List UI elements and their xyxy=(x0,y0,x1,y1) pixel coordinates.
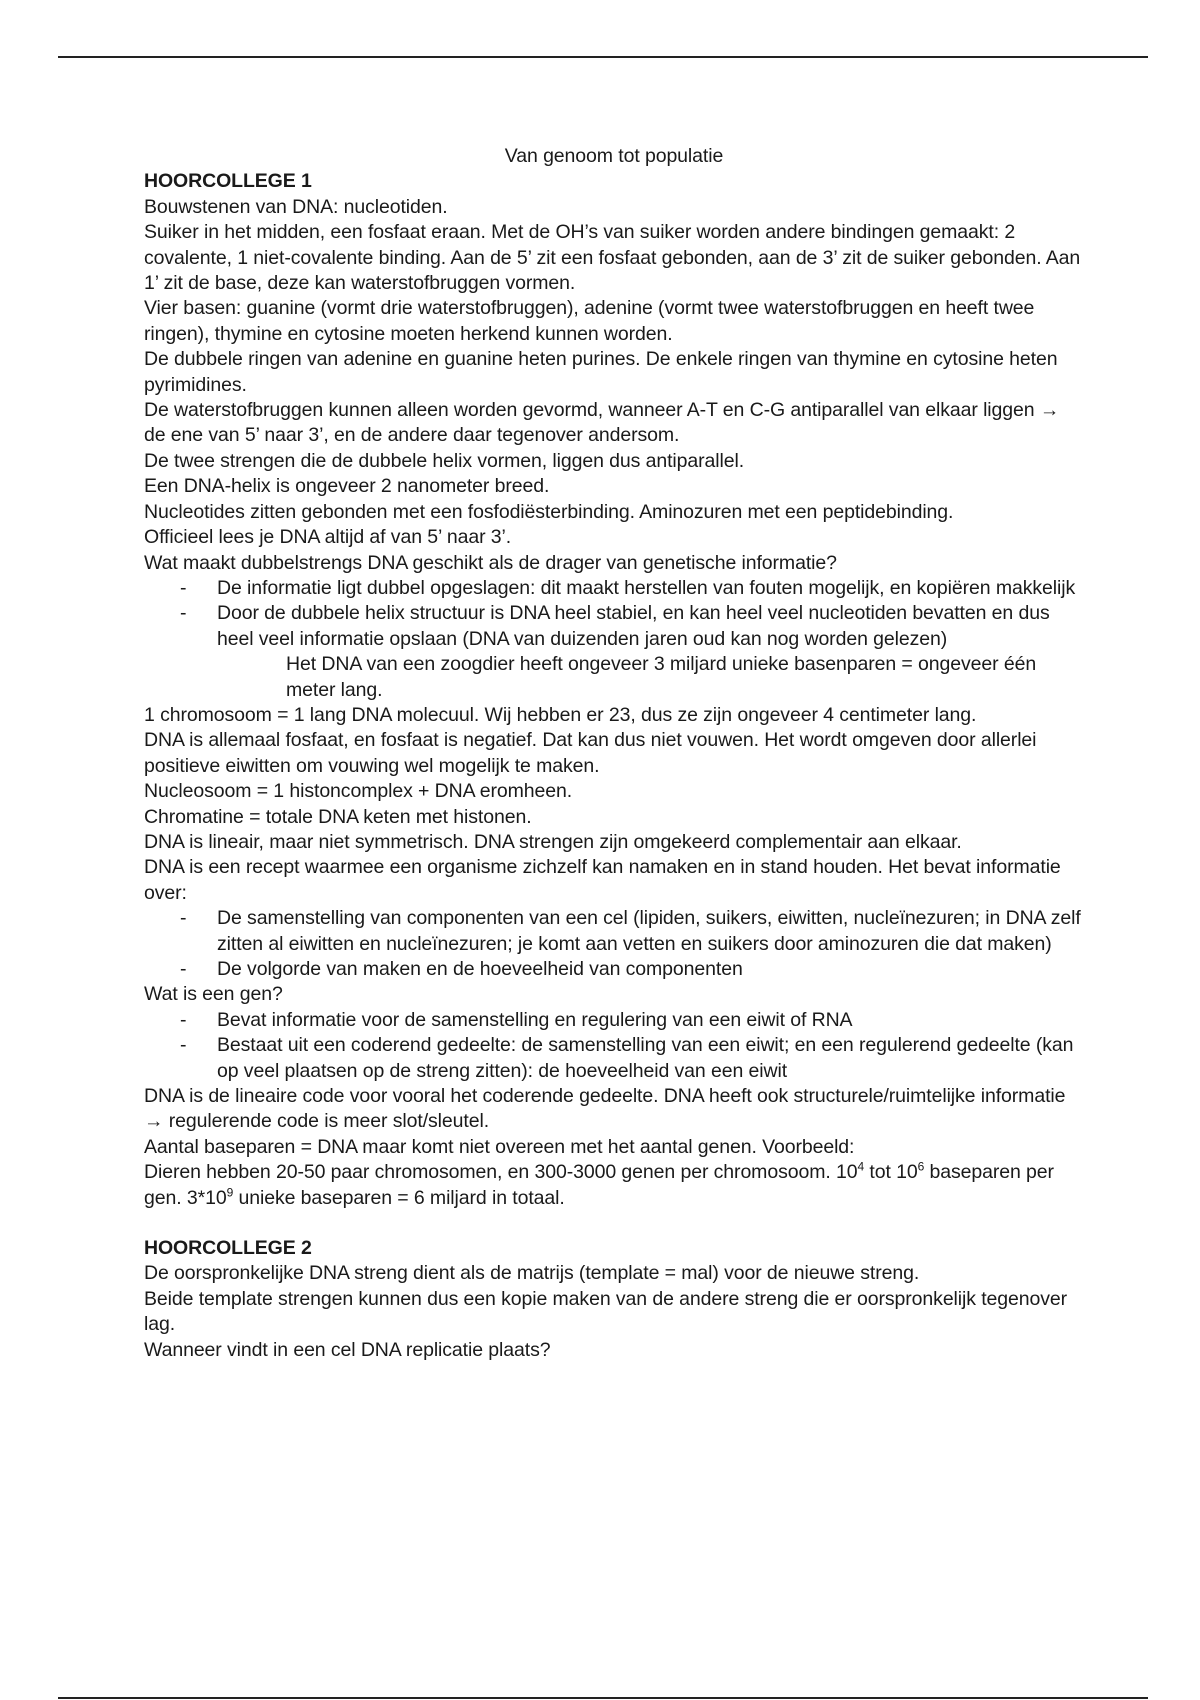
dash-bullet: - xyxy=(180,1034,187,1057)
text-run: unieke baseparen = 6 miljard in totaal. xyxy=(233,1186,565,1209)
list-item xyxy=(144,906,1084,957)
paragraph: DNA is allemaal fosfaat, en fosfaat is negatief. Dat kan dus niet vouwen. Het wordt omgeven door allerlei positieve eiwitten om vouwing wel mogelijk te maken. xyxy=(144,729,1037,777)
paragraph: Wat maakt dubbelstrengs DNA geschikt als de drager van genetische informatie? xyxy=(144,551,837,574)
paragraph: Vier basen: guanine (vormt drie waterstofbruggen), adenine (vormt twee waterstofbruggen en heeft twee ringen), thymine en cytosine moeten herkend kunnen worden. xyxy=(144,297,1035,345)
paragraph: Suiker in het midden, een fosfaat eraan. Met de OH’s van suiker worden andere bindingen gemaakt: 2 covalente, 1 niet-covalente binding. Aan de 5’ zit een fosfaat gebonden, aan de 3’ zit de suiker gebonden. Aan 1’ zit de base, deze kan waterstofbruggen vormen. xyxy=(144,221,1081,295)
paragraph: Bouwstenen van DNA: nucleotiden. xyxy=(144,195,448,218)
bullet-list-dna-properties xyxy=(144,576,1084,652)
dash-bullet: - xyxy=(180,907,187,930)
paragraph: Officieel lees je DNA altijd af van 5’ naar 3’. xyxy=(144,526,512,549)
paragraph: Nucleotides zitten gebonden met een fosfodiësterbinding. Aminozuren met een peptidebinding. xyxy=(144,500,954,523)
bottom-rule xyxy=(58,1697,1148,1699)
dash-bullet: - xyxy=(180,1008,187,1031)
paragraph: Een DNA-helix is ongeveer 2 nanometer breed. xyxy=(144,475,550,498)
list-item xyxy=(144,1008,1084,1033)
list-item-text: De informatie ligt dubbel opgeslagen: dit maakt herstellen van fouten mogelijk, en kopiëren makkelijk xyxy=(217,576,1076,599)
section-heading-hoorcollege-2: HOORCOLLEGE 2 xyxy=(144,1237,312,1260)
list-item xyxy=(144,957,1084,982)
paragraph: Chromatine = totale DNA keten met histonen. xyxy=(144,805,532,828)
paragraph: De twee strengen die de dubbele helix vormen, liggen dus antiparallel. xyxy=(144,449,745,472)
paragraph: Wanneer vindt in een cel DNA replicatie plaats? xyxy=(144,1338,551,1361)
dash-bullet: - xyxy=(180,576,187,599)
dash-bullet: - xyxy=(180,958,187,980)
list-item-text: Door de dubbele helix structuur is DNA heel stabiel, en kan heel veel nucleotiden bevatten en dus heel veel informatie opslaan (DNA van duizenden jaren oud kan nog worden gelezen) xyxy=(217,602,1050,650)
top-rule xyxy=(58,56,1148,58)
paragraph: Aantal baseparen = DNA maar komt niet overeen met het aantal genen. Voorbeeld: xyxy=(144,1135,855,1158)
paragraph: Beide template strengen kunnen dus een kopie maken van de andere streng die er oorspronkelijk tegenover lag. xyxy=(144,1287,1068,1336)
list-item xyxy=(144,576,1084,601)
bullet-list-gene xyxy=(144,1008,1084,1084)
list-item-text: Bevat informatie voor de samenstelling en regulering van een eiwit of RNA xyxy=(217,1008,853,1031)
section-heading-hoorcollege-1: HOORCOLLEGE 1 xyxy=(144,170,312,193)
indented-note: Het DNA van een zoogdier heeft ongeveer 3 miljard unieke basenparen = ongeveer één meter lang. xyxy=(286,653,1037,701)
dash-bullet: - xyxy=(180,602,187,625)
text-run: baseparen per gen. 3*10 xyxy=(144,1161,1054,1209)
paragraph: De oorspronkelijke DNA streng dient als de matrijs (template = mal) voor de nieuwe streng. xyxy=(144,1262,920,1285)
list-item xyxy=(144,601,1084,652)
paragraph: DNA is de lineaire code voor vooral het coderende gedeelte. DNA heeft ook structurele/ruimtelijke informatie → regulerende code is meer slot/sleutel. xyxy=(144,1085,1066,1133)
paragraph: 1 chromosoom = 1 lang DNA molecuul. Wij hebben er 23, dus ze zijn ongeveer 4 centimeter lang. xyxy=(144,703,977,726)
exponent: 4 xyxy=(857,1159,865,1174)
list-item-text: De samenstelling van componenten van een cel (lipiden, suikers, eiwitten, nucleïnezuren; in DNA zelf zitten al eiwitten en nucleïnezuren; je komt aan vetten en suikers door aminozuren die dat maken) xyxy=(217,907,1081,955)
list-item xyxy=(144,1033,1084,1084)
text-run: tot 10 xyxy=(864,1161,918,1184)
exponent: 6 xyxy=(917,1159,925,1174)
bullet-list-dna-information xyxy=(144,906,1084,982)
paragraph: Nucleosoom = 1 histoncomplex + DNA eromheen. xyxy=(144,780,573,803)
paragraph-with-exponents xyxy=(144,1160,1084,1211)
exponent: 9 xyxy=(226,1185,234,1200)
text-run: Dieren hebben 20-50 paar chromosomen, en 300-3000 genen per chromosoom. 10 xyxy=(144,1161,858,1184)
list-item-text: De volgorde van maken en de hoeveelheid van componenten xyxy=(217,958,743,980)
paragraph: DNA is lineair, maar niet symmetrisch. DNA strengen zijn omgekeerd complementair aan elkaar. xyxy=(144,830,962,853)
document-title: Van genoom tot populatie xyxy=(504,145,724,167)
document-body xyxy=(144,144,1084,1363)
paragraph: DNA is een recept waarmee een organisme zichzelf kan namaken en in stand houden. Het bevat informatie over: xyxy=(144,856,1061,904)
paragraph: De waterstofbruggen kunnen alleen worden gevormd, wanneer A-T en C-G antiparallel van elkaar liggen → de ene van 5’ naar 3’, en de andere daar tegenover andersom. xyxy=(144,399,1060,447)
paragraph: Wat is een gen? xyxy=(144,983,283,1006)
paragraph: De dubbele ringen van adenine en guanine heten purines. De enkele ringen van thymine en cytosine heten pyrimidines. xyxy=(144,348,1058,396)
list-item-text: Bestaat uit een coderend gedeelte: de samenstelling van een eiwit; en een regulerend gedeelte (kan op veel plaatsen op de streng zitten): de hoeveelheid van een eiwit xyxy=(217,1034,1074,1082)
